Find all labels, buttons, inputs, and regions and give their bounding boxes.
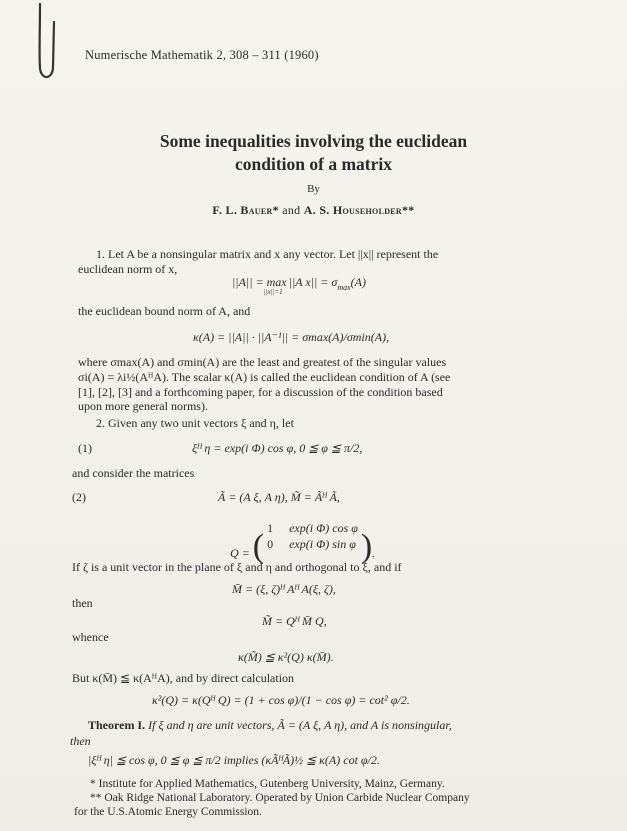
matrix-q-r1c1: 1 — [267, 521, 274, 535]
author-bauer: F. L. Bauer* — [212, 203, 279, 217]
matrix-q-body — [267, 520, 358, 552]
eq1-max-subscript: max — [337, 283, 351, 292]
matrix-right-bracket: ) — [360, 528, 373, 565]
theorem-1-label: Theorem I. — [88, 718, 146, 732]
paragraph-7: But κ(M̄) ≦ κ(AᴴA), and by direct calculation — [72, 671, 295, 685]
equation-1-label: (1) — [78, 441, 92, 455]
footnote-3: for the U.S.Atomic Energy Commission. — [74, 806, 262, 818]
equation-kappa: κ(M̃) ≦ κ²(Q) κ(M̄). — [238, 650, 334, 664]
whence-word: whence — [72, 630, 109, 644]
equation-kappa-q: κ²(Q) = κ(Qᴴ Q) = (1 + cos φ)/(1 − cos φ) = cot² φ/2. — [152, 693, 410, 707]
paragraph-4: 2. Given any two unit vectors ξ and η, let — [96, 416, 294, 430]
equation-mbar: M̄ = (ξ, ζ)ᴴ Aᴴ A(ξ, ζ), — [232, 582, 336, 596]
matrix-q-r2c2: exp(i Φ) sin φ — [289, 537, 356, 551]
paper-title — [0, 130, 627, 176]
equation-mtilde: M̃ = Qᴴ M̄ Q, — [262, 614, 327, 628]
paragraph-3-line-1: where σmax(A) and σmin(A) are the least and greatest of the singular values — [78, 355, 447, 369]
equation-2-label: (2) — [72, 490, 86, 504]
theorem-1-line-2: then — [70, 734, 91, 748]
paragraph-3-line-3: [1], [2], [3] and a forthcoming paper, for a discussion of the condition based — [78, 385, 443, 399]
author-householder: A. S. Householder** — [303, 203, 415, 217]
matrix-q-lhs: Q = — [230, 546, 250, 560]
paragraph-1-line-1: 1. Let A be a nonsingular matrix and x any vector. Let ||x|| represent the — [96, 247, 439, 261]
footnote-1: * Institute for Applied Mathematics, Gutenberg University, Mainz, Germany. — [90, 778, 445, 790]
by-label: By — [307, 183, 320, 195]
journal-citation: Numerische Mathematik 2, 308 – 311 (1960) — [85, 48, 319, 62]
equation-1: ξᴴ η = exp(i Φ) cos φ, 0 ≦ φ ≦ π/2, — [192, 441, 363, 455]
authors-line — [0, 203, 627, 218]
paragraph-1-line-2: euclidean norm of x, — [78, 262, 178, 276]
eq1-lhs: ||A|| = max — [232, 275, 287, 289]
matrix-q: Q = ( 1 exp(i Φ) cos φ 0 exp(i Φ) sin φ ). — [230, 521, 376, 565]
eq1-subscript: ||x||=1 — [263, 288, 283, 296]
paragraph-3-line-2: σi(A) = λi½(AᴴA). The scalar κ(A) is called the euclidean condition of A (see — [78, 370, 451, 384]
eq1-end: (A) — [350, 275, 366, 289]
paragraph-2: the euclidean bound norm of A, and — [78, 304, 251, 318]
equation-condition: κ(A) = ||A|| · ||A⁻¹|| = σmax(A)/σmin(A), — [193, 330, 390, 344]
title-line-2: condition of a matrix — [234, 154, 392, 174]
paragraph-6: If ζ is a unit vector in the plane of ξ and η and orthogonal to ξ, and if — [72, 560, 402, 574]
eq1-rhs: ||A x|| = σ — [288, 275, 338, 289]
paper-clip-mark — [26, 0, 60, 88]
matrix-q-r1c2: exp(i Φ) cos φ — [289, 521, 358, 535]
then-word: then — [72, 596, 93, 610]
matrix-q-r2c1: 0 — [267, 537, 274, 551]
theorem-1-statement: If ξ and η are unit vectors, Ã = (A ξ, A η), and A is nonsingular, — [148, 718, 452, 732]
title-line-1: Some inequalities involving the euclidean — [159, 131, 468, 151]
equation-2: Ã = (A ξ, A η), M̃ = Ãᴴ Ã, — [218, 490, 340, 504]
theorem-1-equation: |ξᴴ η| ≦ cos φ, 0 ≦ φ ≦ π/2 implies (κÃᴴÃ)½ ≦ κ(A) cot φ/2. — [88, 753, 380, 767]
matrix-left-bracket: ( — [252, 528, 265, 565]
and-word: and — [282, 203, 301, 217]
theorem-1-line-1 — [88, 718, 452, 733]
footnote-2: ** Oak Ridge National Laboratory. Operated by Union Carbide Nuclear Company — [90, 792, 470, 804]
paragraph-5: and consider the matrices — [72, 466, 195, 480]
paragraph-3-line-4: upon more general norms). — [78, 399, 208, 413]
equation-norm — [232, 275, 366, 296]
